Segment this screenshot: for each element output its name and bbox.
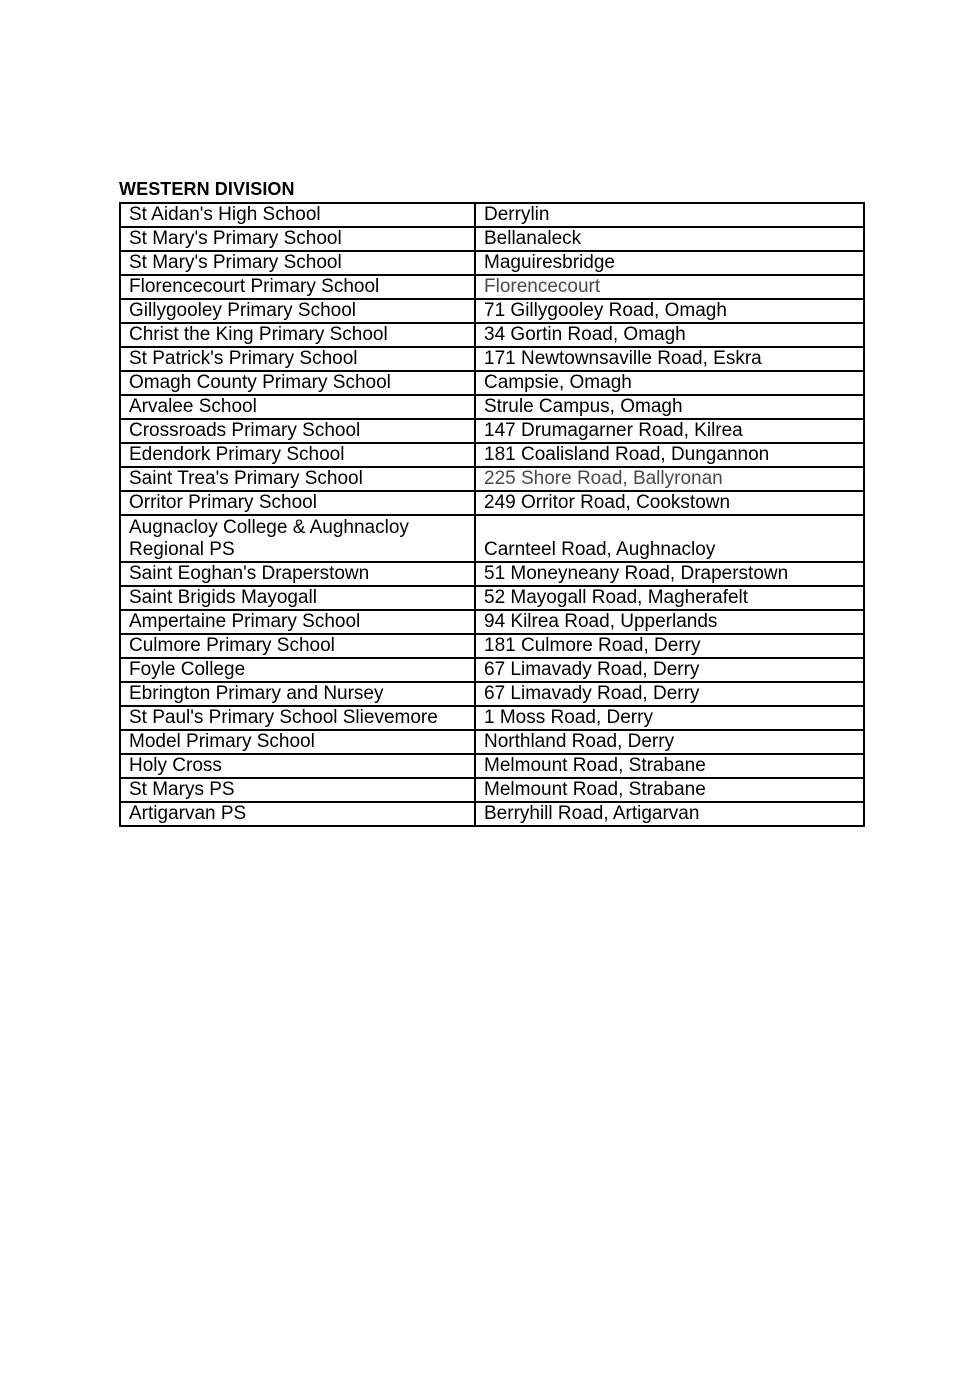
school-name: Saint Brigids Mayogall (120, 586, 475, 610)
school-address: 181 Culmore Road, Derry (475, 634, 864, 658)
school-address: 51 Moneyneany Road, Draperstown (475, 562, 864, 586)
table-row (120, 754, 864, 778)
school-name: Edendork Primary School (120, 443, 475, 467)
school-name: St Mary's Primary School (120, 251, 475, 275)
school-address: 71 Gillygooley Road, Omagh (475, 299, 864, 323)
school-name: Orritor Primary School (120, 491, 475, 515)
school-address: Carnteel Road, Aughnacloy (475, 515, 864, 562)
school-name: St Patrick's Primary School (120, 347, 475, 371)
school-address: Berryhill Road, Artigarvan (475, 802, 864, 826)
school-name: St Mary's Primary School (120, 227, 475, 251)
table-row (120, 251, 864, 275)
school-table (119, 202, 865, 827)
table-row (120, 778, 864, 802)
school-name: St Marys PS (120, 778, 475, 802)
table-row (120, 443, 864, 467)
table-row (120, 682, 864, 706)
table-row (120, 634, 864, 658)
school-name: Saint Eoghan's Draperstown (120, 562, 475, 586)
table-row (120, 515, 864, 562)
school-name: Arvalee School (120, 395, 475, 419)
table-row (120, 275, 864, 299)
school-name: Gillygooley Primary School (120, 299, 475, 323)
school-address: 225 Shore Road, Ballyronan (475, 467, 864, 491)
school-address: 249 Orritor Road, Cookstown (475, 491, 864, 515)
school-address: 171 Newtownsaville Road, Eskra (475, 347, 864, 371)
table-row (120, 203, 864, 227)
table-row (120, 347, 864, 371)
school-name: Omagh County Primary School (120, 371, 475, 395)
school-address: Strule Campus, Omagh (475, 395, 864, 419)
table-row (120, 371, 864, 395)
school-address: Derrylin (475, 203, 864, 227)
school-name: Artigarvan PS (120, 802, 475, 826)
school-address: Maguiresbridge (475, 251, 864, 275)
table-row (120, 227, 864, 251)
table-row (120, 491, 864, 515)
school-address: Melmount Road, Strabane (475, 778, 864, 802)
table-row (120, 562, 864, 586)
school-name: Saint Trea's Primary School (120, 467, 475, 491)
table-row (120, 586, 864, 610)
table-row (120, 730, 864, 754)
school-address: Campsie, Omagh (475, 371, 864, 395)
school-name: Florencecourt Primary School (120, 275, 475, 299)
school-name: Ebrington Primary and Nursey (120, 682, 475, 706)
table-row (120, 610, 864, 634)
school-name: Model Primary School (120, 730, 475, 754)
school-name: Holy Cross (120, 754, 475, 778)
school-address: Northland Road, Derry (475, 730, 864, 754)
table-row (120, 802, 864, 826)
table-row (120, 706, 864, 730)
school-address: Melmount Road, Strabane (475, 754, 864, 778)
school-address: 52 Mayogall Road, Magherafelt (475, 586, 864, 610)
school-name: Augnacloy College & Aughnacloy Regional PS (120, 515, 475, 562)
table-row (120, 299, 864, 323)
school-address: Florencecourt (475, 275, 864, 299)
table-row (120, 395, 864, 419)
school-address: 1 Moss Road, Derry (475, 706, 864, 730)
school-address: 34 Gortin Road, Omagh (475, 323, 864, 347)
table-row (120, 323, 864, 347)
school-address: Bellanaleck (475, 227, 864, 251)
school-address: 94 Kilrea Road, Upperlands (475, 610, 864, 634)
division-heading: WESTERN DIVISION (119, 179, 295, 199)
school-name: Foyle College (120, 658, 475, 682)
school-name: Ampertaine Primary School (120, 610, 475, 634)
school-address: 147 Drumagarner Road, Kilrea (475, 419, 864, 443)
table-row (120, 419, 864, 443)
table-row (120, 658, 864, 682)
school-name: Crossroads Primary School (120, 419, 475, 443)
school-name: Culmore Primary School (120, 634, 475, 658)
school-address: 181 Coalisland Road, Dungannon (475, 443, 864, 467)
table-row (120, 467, 864, 491)
school-address: 67 Limavady Road, Derry (475, 682, 864, 706)
school-name: Christ the King Primary School (120, 323, 475, 347)
school-name: St Paul's Primary School Slievemore (120, 706, 475, 730)
school-name: St Aidan's High School (120, 203, 475, 227)
school-address: 67 Limavady Road, Derry (475, 658, 864, 682)
